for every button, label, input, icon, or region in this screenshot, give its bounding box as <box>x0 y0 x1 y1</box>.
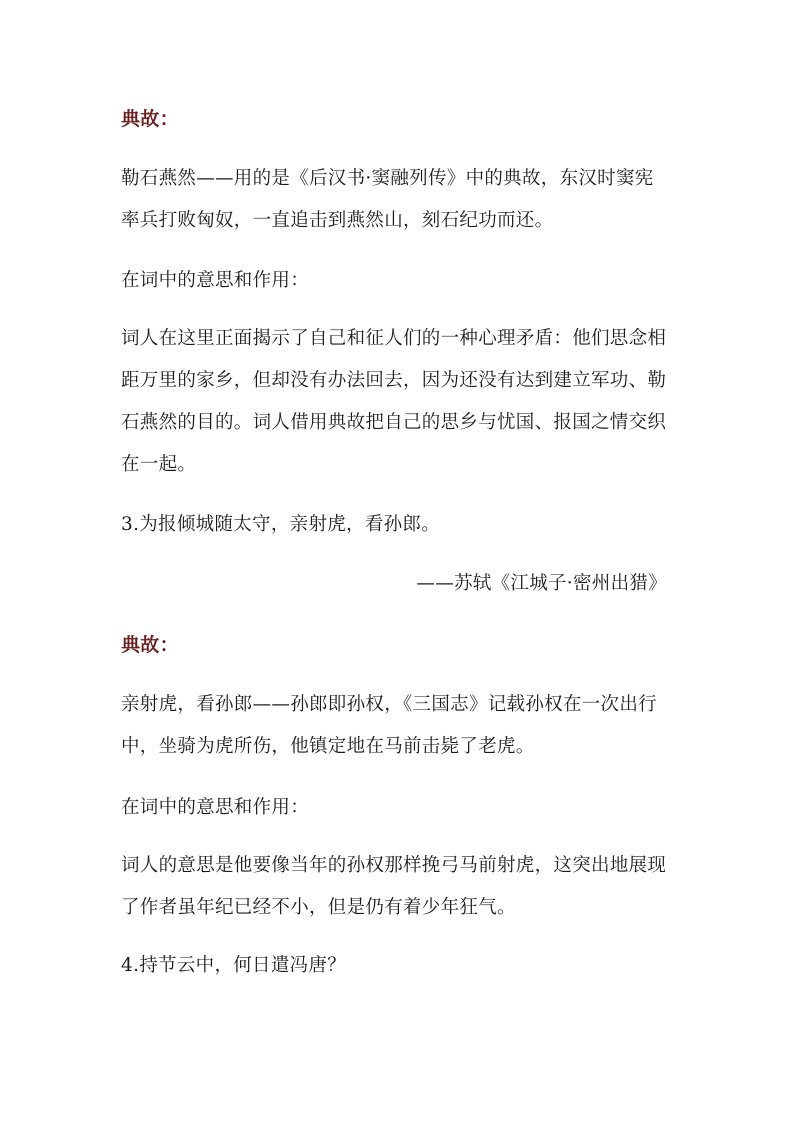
section-1-meaning <box>121 318 667 486</box>
section-2-meaning-label: 在词中的意思和作用： <box>121 797 310 818</box>
section-1-meaning-label: 在词中的意思和作用： <box>121 270 310 291</box>
section-2-allusion <box>121 684 667 768</box>
section-2-meaning <box>121 845 667 929</box>
section-2-heading: 典故： <box>121 634 179 656</box>
item-4-line: 4.持节云中，何日遣冯唐？ <box>121 955 347 976</box>
item-3-attribution: ——苏轼《江城子·密州出猎》 <box>416 573 667 594</box>
paragraph-line: 词人在这里正面揭示了自己和征人们的一种心理矛盾：他们思念相 <box>121 328 667 349</box>
paragraph-line: 距万里的家乡，但却没有办法回去，因为还没有达到建立军功、勒 <box>121 370 667 391</box>
section-1-allusion <box>121 158 667 242</box>
item-3-line: 3.为报倾城随太守，亲射虎，看孙郎。 <box>121 514 441 535</box>
paragraph-line: 率兵打败匈奴，一直追击到燕然山，刻石纪功而还。 <box>121 210 554 231</box>
paragraph-line: 亲射虎，看孙郎——孙郎即孙权，《三国志》记载孙权在一次出行 <box>121 694 657 715</box>
paragraph-line: 在一起。 <box>121 454 197 475</box>
section-1-heading: 典故： <box>121 108 179 130</box>
paragraph-line: 中，坐骑为虎所伤，他镇定地在马前击毙了老虎。 <box>121 736 535 757</box>
paragraph-line: 了作者虽年纪已经不小，但是仍有着少年狂气。 <box>121 897 516 918</box>
paragraph-line: 词人的意思是他要像当年的孙权那样挽弓马前射虎，这突出地展现 <box>121 855 667 876</box>
paragraph-line: 石燕然的目的。词人借用典故把自己的思乡与忧国、报国之情交织 <box>121 412 667 433</box>
paragraph-line: 勒石燕然——用的是《后汉书·窦融列传》中的典故，东汉时窦宪 <box>121 168 654 189</box>
